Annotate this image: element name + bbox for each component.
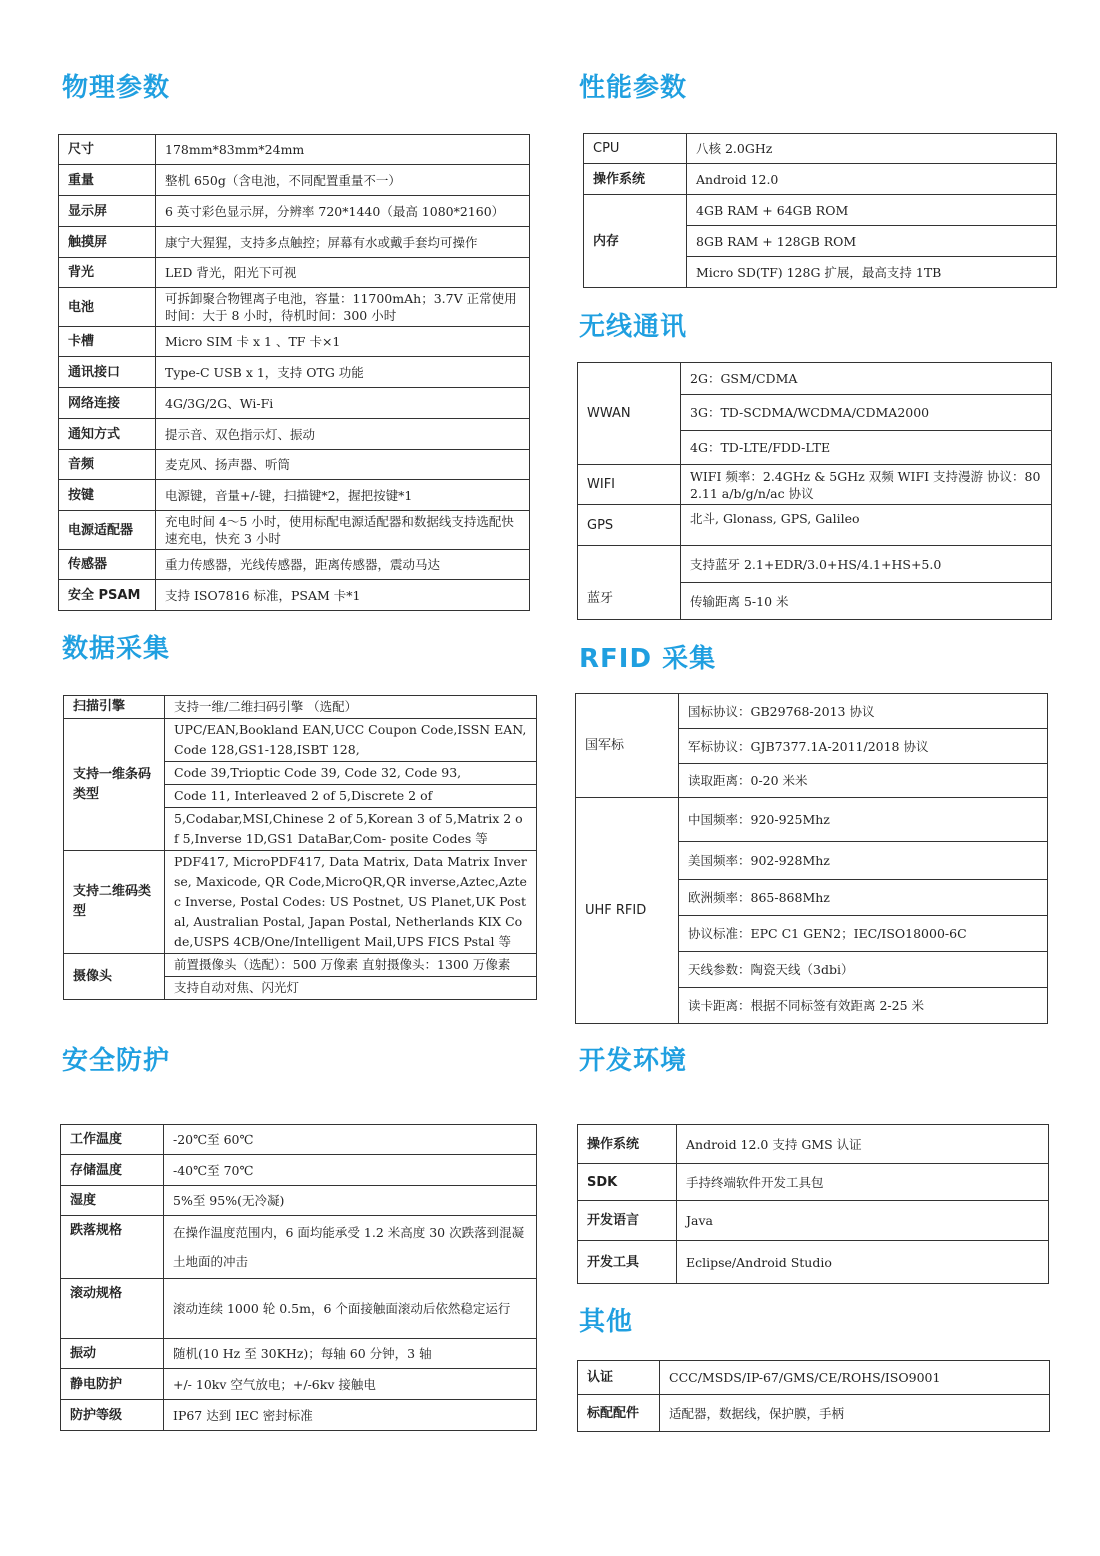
table-row [578,1361,1050,1395]
table-row [584,195,1057,226]
row-value: Android 12.0 支持 GMS 认证 [677,1125,1049,1164]
table-row [578,363,1052,395]
data-capture-table [63,695,537,1000]
row-value: 手持终端软件开发工具包 [677,1164,1049,1201]
row-key: 摄像头 [64,954,165,1000]
row-key: 防护等级 [61,1400,164,1431]
table-row [584,134,1057,164]
table-row [61,1125,537,1155]
row-value: 滚动连续 1000 轮 0.5m，6 个面接触面滚动后依然稳定运行 [164,1279,537,1339]
table-row [61,1279,537,1339]
row-value: 5,Codabar,MSI,Chinese 2 of 5,Korean 3 of 5,Matrix 2 of 5,Inverse 1D,GS1 DataBar,Com- posite Codes 等 [165,808,537,851]
row-value: 适配器，数据线，保护膜，手柄 [660,1395,1050,1432]
row-key: 尺寸 [59,135,156,165]
row-value: 军标协议：GJB7377.1A-2011/2018 协议 [679,729,1048,764]
row-value: 北斗, Glonass, GPS, Galileo [681,505,1052,546]
row-key: WWAN [578,363,681,465]
row-value: 支持蓝牙 2.1+EDR/3.0+HS/4.1+HS+5.0 [681,546,1052,583]
row-value: WIFI 频率：2.4GHz & 5GHz 双频 WIFI 支持漫游 协议：802.11 a/b/g/n/ac 协议 [681,465,1052,505]
row-value: 4G/3G/2G、Wi-Fi [156,388,530,419]
row-key: 电源适配器 [59,511,156,550]
row-value: 178mm*83mm*24mm [156,135,530,165]
row-value: +/- 10kv 空气放电；+/-6kv 接触电 [164,1369,537,1400]
row-key: 安全 PSAM [59,580,156,611]
row-key: SDK [578,1164,677,1201]
row-key: 工作温度 [61,1125,164,1155]
others-title: 其他 [579,1307,634,1337]
table-row [59,450,530,480]
row-key: 通讯接口 [59,357,156,388]
row-value: -40℃至 70℃ [164,1155,537,1186]
table-row [61,1339,537,1369]
row-key: 静电防护 [61,1369,164,1400]
table-row [59,227,530,258]
table-row [64,696,537,719]
row-value: 整机 650g（含电池，不同配置重量不一） [156,165,530,196]
table-row [578,505,1052,546]
row-value: 在操作温度范围内，6 面均能承受 1.2 米高度 30 次跌落到混凝土地面的冲击 [164,1216,537,1279]
row-value: 2G：GSM/CDMA [681,363,1052,395]
row-value: 随机(10 Hz 至 30KHz)；每轴 60 分钟，3 轴 [164,1339,537,1369]
others-table [577,1360,1050,1432]
row-key: 重量 [59,165,156,196]
table-row [578,1164,1049,1201]
row-value: -20℃至 60℃ [164,1125,537,1155]
row-value: IP67 达到 IEC 密封标准 [164,1400,537,1431]
row-value: 传输距离 5-10 米 [681,583,1052,620]
row-value: 天线参数：陶瓷天线（3dbi） [679,952,1048,988]
row-key: 支持二维码类型 [64,851,165,954]
table-row [64,851,537,954]
row-key: 操作系统 [584,164,687,195]
dev-env-title: 开发环境 [579,1046,688,1076]
row-key: 卡槽 [59,327,156,357]
row-value: 重力传感器，光线传感器，距离传感器，震动马达 [156,550,530,580]
table-row [578,546,1052,583]
table-row [576,694,1048,729]
row-key: 滚动规格 [61,1279,164,1339]
row-value: Code 39,Trioptic Code 39, Code 32, Code 93, [165,762,537,785]
data-capture-title: 数据采集 [62,634,171,664]
dev-env-table [577,1124,1049,1284]
table-row [578,1395,1050,1432]
table-row [59,550,530,580]
row-key: 操作系统 [578,1125,677,1164]
row-key: 音频 [59,450,156,480]
row-value: 协议标准：EPC C1 GEN2；IEC/ISO18000-6C [679,916,1048,952]
row-value: 美国频率：902-928Mhz [679,842,1048,880]
row-key: 认证 [578,1361,660,1395]
table-row [64,954,537,977]
table-row [576,798,1048,842]
row-value: 八核 2.0GHz [687,134,1057,164]
row-value: LED 背光，阳光下可视 [156,258,530,288]
row-value: 读卡距离：根据不同标签有效距离 2-25 米 [679,988,1048,1024]
table-row [59,580,530,611]
row-value: PDF417, MicroPDF417, Data Matrix, Data Matrix Inverse, Maxicode, QR Code,MicroQR,QR inverse,Aztec,Aztec Inverse, Postal Codes: US Postnet, US Planet,UK Postal, Australian Postal, Japan Postal, Netherlands KIX Code,USPS 4CB/One/Intelligent Mail,UPS FICS Pstal 等 [165,851,537,954]
table-row [59,196,530,227]
table-row [59,165,530,196]
row-value: 8GB RAM + 128GB ROM [687,226,1057,257]
table-row [59,357,530,388]
row-key: 开发语言 [578,1201,677,1241]
row-key: 蓝牙 [578,546,681,620]
row-value: 支持自动对焦、闪光灯 [165,977,537,1000]
physical-table [58,134,530,611]
wireless-title: 无线通讯 [579,312,688,342]
table-row [578,465,1052,505]
row-value: 欧洲频率：865-868Mhz [679,880,1048,916]
row-value: 前置摄像头（选配）：500 万像素 直射摄像头：1300 万像素 [165,954,537,977]
row-key: 跌落规格 [61,1216,164,1279]
performance-table [583,133,1057,288]
row-value: 支持一维/二维扫码引擎 （选配） [165,696,537,719]
row-key: WIFI [578,465,681,505]
row-value: 3G：TD-SCDMA/WCDMA/CDMA2000 [681,395,1052,431]
table-row [61,1369,537,1400]
row-value: 读取距离：0-20 米米 [679,764,1048,798]
row-key: 扫描引擎 [64,696,165,719]
security-title: 安全防护 [62,1046,171,1076]
row-value: 可拆卸聚合物锂离子电池，容量：11700mAh；3.7V 正常使用时间：大于 8 小时，待机时间：300 小时 [156,288,530,327]
table-row [61,1400,537,1431]
row-key: 振动 [61,1339,164,1369]
rfid-title: RFID 采集 [579,644,717,674]
row-value: Java [677,1201,1049,1241]
table-row [61,1186,537,1216]
row-value: 支持 ISO7816 标准，PSAM 卡*1 [156,580,530,611]
row-value: 4GB RAM + 64GB ROM [687,195,1057,226]
performance-title: 性能参数 [579,73,688,103]
row-key: 存储温度 [61,1155,164,1186]
row-value: 6 英寸彩色显示屏，分辨率 720*1440（最高 1080*2160） [156,196,530,227]
row-key: GPS [578,505,681,546]
row-key: 传感器 [59,550,156,580]
table-row [59,288,530,327]
row-key: 开发工具 [578,1241,677,1284]
row-value: Micro SIM 卡 x 1 、TF 卡×1 [156,327,530,357]
table-row [59,480,530,511]
row-value: 国标协议：GB29768-2013 协议 [679,694,1048,729]
table-row [59,388,530,419]
row-value: CCC/MSDS/IP-67/GMS/CE/ROHS/ISO9001 [660,1361,1050,1395]
table-row [59,419,530,450]
row-value: UPC/EAN,Bookland EAN,UCC Coupon Code,ISSN EAN, Code 128,GS1-128,ISBT 128, [165,719,537,762]
table-row [59,258,530,288]
row-value: Micro SD(TF) 128G 扩展，最高支持 1TB [687,257,1057,288]
row-key: 国军标 [576,694,679,798]
row-key: UHF RFID [576,798,679,1024]
table-row [59,135,530,165]
row-value: 康宁大猩猩，支持多点触控；屏幕有水或戴手套均可操作 [156,227,530,258]
row-key: 按键 [59,480,156,511]
row-value: 4G：TD-LTE/FDD-LTE [681,431,1052,465]
table-row [59,511,530,550]
row-key: CPU [584,134,687,164]
table-row [61,1155,537,1186]
rfid-table [575,693,1048,1024]
row-key: 标配配件 [578,1395,660,1432]
physical-title: 物理参数 [62,73,171,103]
table-row [584,164,1057,195]
row-key: 电池 [59,288,156,327]
row-value: 5%至 95%(无冷凝) [164,1186,537,1216]
row-value: 中国频率：920-925Mhz [679,798,1048,842]
table-row [578,1125,1049,1164]
table-row [578,1201,1049,1241]
row-key: 背光 [59,258,156,288]
wireless-table [577,362,1052,620]
row-value: Code 11, Interleaved 2 of 5,Discrete 2 of [165,785,537,808]
row-value: 提示音、双色指示灯、振动 [156,419,530,450]
row-key: 通知方式 [59,419,156,450]
row-value: 麦克风、扬声器、听筒 [156,450,530,480]
table-row [578,1241,1049,1284]
row-value: Type-C USB x 1，支持 OTG 功能 [156,357,530,388]
table-row [61,1216,537,1279]
row-value: 电源键，音量+/-键，扫描键*2，握把按键*1 [156,480,530,511]
table-row [59,327,530,357]
row-value: Android 12.0 [687,164,1057,195]
security-table [60,1124,537,1431]
row-key: 网络连接 [59,388,156,419]
row-key: 内存 [584,195,687,288]
row-key: 显示屏 [59,196,156,227]
row-value: 充电时间 4～5 小时，使用标配电源适配器和数据线支持选配快速充电，快充 3 小时 [156,511,530,550]
row-key: 湿度 [61,1186,164,1216]
row-key: 触摸屏 [59,227,156,258]
table-row [64,719,537,762]
row-value: Eclipse/Android Studio [677,1241,1049,1284]
row-key: 支持一维条码类型 [64,719,165,851]
